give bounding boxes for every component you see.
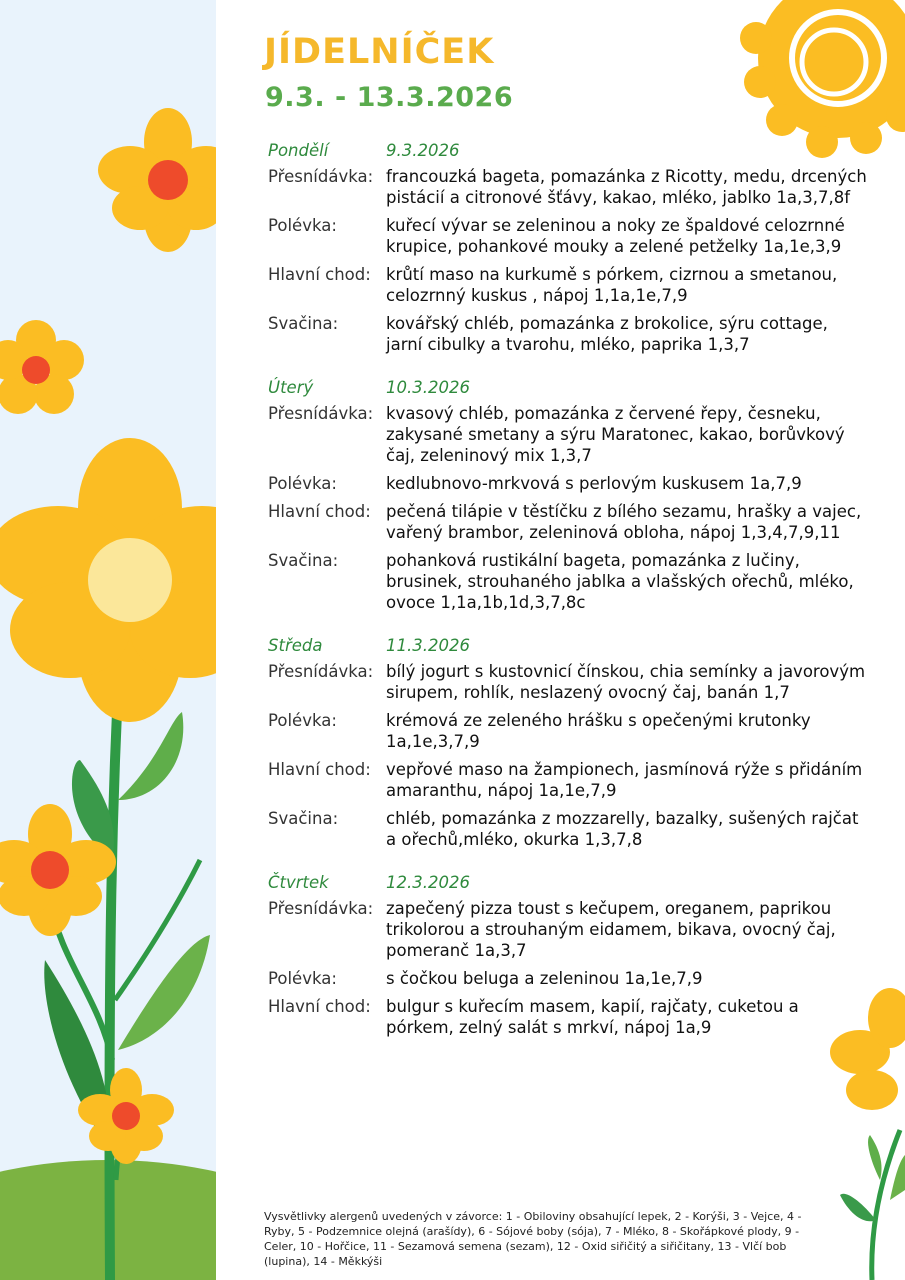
day-heading bbox=[268, 635, 868, 656]
meal-label: Přesnídávka: bbox=[268, 404, 374, 423]
leaf bbox=[118, 935, 210, 1050]
meal-label: Polévka: bbox=[268, 711, 337, 730]
day-date: 10.3.2026 bbox=[386, 378, 470, 397]
flower bbox=[98, 108, 216, 252]
meal-text: pohanková rustikální bageta, pomazánka z lučiny, brusinek, strouhaného jablka a vlašských ořechů, mléko, ovoce 1,1a,1b,1d,3,7,8c bbox=[386, 551, 854, 612]
meal-text: zapečený pizza toust s kečupem, oreganem, paprikou trikolorou a strouhaným eidamem, bikava, ovocný čaj, pomeranč 1a,3,7 bbox=[386, 899, 836, 960]
day-name: Středa bbox=[268, 636, 323, 655]
day-section bbox=[268, 872, 868, 1038]
meal-row bbox=[268, 968, 868, 989]
flower bbox=[0, 320, 84, 414]
meal-text: krémová ze zeleného hrášku s opečenými krutonky 1a,1e,3,7,9 bbox=[386, 711, 811, 751]
meal-row bbox=[268, 759, 868, 801]
day-heading bbox=[268, 872, 868, 893]
meal-label: Hlavní chod: bbox=[268, 760, 371, 779]
day-section bbox=[268, 635, 868, 850]
meal-label: Hlavní chod: bbox=[268, 502, 371, 521]
meal-text: vepřové maso na žampionech, jasmínová rýže s přidáním amaranthu, nápoj 1a,1e,7,9 bbox=[386, 760, 863, 800]
day-heading bbox=[268, 140, 868, 161]
allergen-legend: Vysvětlivky alergenů uvedených v závorce: 1 - Obiloviny obsahující lepek, 2 - Korýši, 3 - Vejce, 4 - Ryby, 5 - Podzemnice olejná (arašídy), 6 - Sójové boby (sója), 7 - Mléko, 8 - Skořápkové plody, 9 - Celer, 10 - Hořčice, 11 - Sezamová semena (sezam), 12 - Oxid siřičitý a siřičitany, 13 - Vlčí bob (lupina), 14 - Měkkýši bbox=[264, 1210, 802, 1268]
meal-label: Polévka: bbox=[268, 474, 337, 493]
meal-text: krůtí maso na kurkumě s pórkem, cizrnou a smetanou, celozrnný kuskus , nápoj 1,1a,1e,7,9 bbox=[386, 265, 838, 305]
meal-text: francouzká bageta, pomazánka z Ricotty, medu, drcených pistácií a citronové šťávy, kakao, mléko, jablko 1a,3,7,8f bbox=[386, 167, 867, 207]
day-name: Úterý bbox=[268, 378, 314, 397]
meal-text: kovářský chléb, pomazánka z brokolice, sýru cottage, jarní cibulky a tvarohu, mléko, paprika 1,3,7 bbox=[386, 314, 828, 354]
sun-icon bbox=[740, 0, 905, 158]
meal-label: Svačina: bbox=[268, 314, 339, 333]
page-title: JÍDELNÍČEK bbox=[264, 32, 495, 72]
meal-text: bulgur s kuřecím masem, kapií, rajčaty, cuketou a pórkem, zelný salát s mrkví, nápoj 1a,9 bbox=[386, 997, 799, 1037]
meal-row bbox=[268, 166, 868, 208]
meal-label: Přesnídávka: bbox=[268, 167, 374, 186]
meal-text: s čočkou beluga a zeleninou 1a,1e,7,9 bbox=[386, 969, 703, 988]
meal-label: Svačina: bbox=[268, 551, 339, 570]
meal-text: pečená tilápie v těstíčku z bílého sezamu, hrašky a vajec, vařený brambor, zeleninová obloha, nápoj 1,3,4,7,9,11 bbox=[386, 502, 862, 542]
flower-illustration bbox=[0, 0, 216, 1280]
day-name: Čtvrtek bbox=[268, 873, 329, 892]
day-name: Pondělí bbox=[268, 141, 329, 160]
meal-row bbox=[268, 215, 868, 257]
day-section bbox=[268, 377, 868, 613]
meal-label: Přesnídávka: bbox=[268, 899, 374, 918]
meal-label: Hlavní chod: bbox=[268, 265, 371, 284]
day-date: 12.3.2026 bbox=[386, 873, 470, 892]
meal-row bbox=[268, 313, 868, 355]
meal-label: Přesnídávka: bbox=[268, 662, 374, 681]
meal-text: kvasový chléb, pomazánka z červené řepy, česneku, zakysané smetany a sýru Maratonec, kakao, borůvkový čaj, zeleninový mix 1,3,7 bbox=[386, 404, 845, 465]
meal-row bbox=[268, 898, 868, 961]
meal-row bbox=[268, 710, 868, 752]
decorative-side-panel bbox=[0, 0, 216, 1280]
leaf bbox=[868, 1135, 881, 1180]
day-date: 9.3.2026 bbox=[386, 141, 460, 160]
meal-label: Svačina: bbox=[268, 809, 339, 828]
meal-row bbox=[268, 661, 868, 703]
meal-text: kuřecí vývar se zeleninou a noky ze špaldové celozrnné krupice, pohankové mouky a zelené petželky 1a,1e,3,9 bbox=[386, 216, 845, 256]
meal-row bbox=[268, 264, 868, 306]
weekly-menu bbox=[268, 140, 868, 1060]
meal-text: chléb, pomazánka z mozzarelly, bazalky, sušených rajčat a ořechů,mléko, okurka 1,3,7,8 bbox=[386, 809, 859, 849]
meal-row bbox=[268, 808, 868, 850]
meal-row bbox=[268, 473, 868, 494]
meal-label: Polévka: bbox=[268, 216, 337, 235]
meal-row bbox=[268, 996, 868, 1038]
leaf bbox=[890, 1155, 905, 1200]
day-heading bbox=[268, 377, 868, 398]
meal-row bbox=[268, 501, 868, 543]
day-date: 11.3.2026 bbox=[386, 636, 470, 655]
meal-label: Polévka: bbox=[268, 969, 337, 988]
big-flower bbox=[0, 438, 216, 722]
meal-row bbox=[268, 550, 868, 613]
meal-text: kedlubnovo-mrkvová s perlovým kuskusem 1a,7,9 bbox=[386, 474, 802, 493]
day-section bbox=[268, 140, 868, 355]
meal-text: bílý jogurt s kustovnicí čínskou, chia semínky a javorovým sirupem, rohlík, neslazený ovocný čaj, banán 1,7 bbox=[386, 662, 866, 702]
leaf bbox=[118, 712, 183, 800]
leaf bbox=[840, 1194, 876, 1222]
date-range: 9.3. - 13.3.2026 bbox=[265, 82, 514, 113]
meal-label: Hlavní chod: bbox=[268, 997, 371, 1016]
flower-stem bbox=[872, 1130, 900, 1280]
meal-row bbox=[268, 403, 868, 466]
